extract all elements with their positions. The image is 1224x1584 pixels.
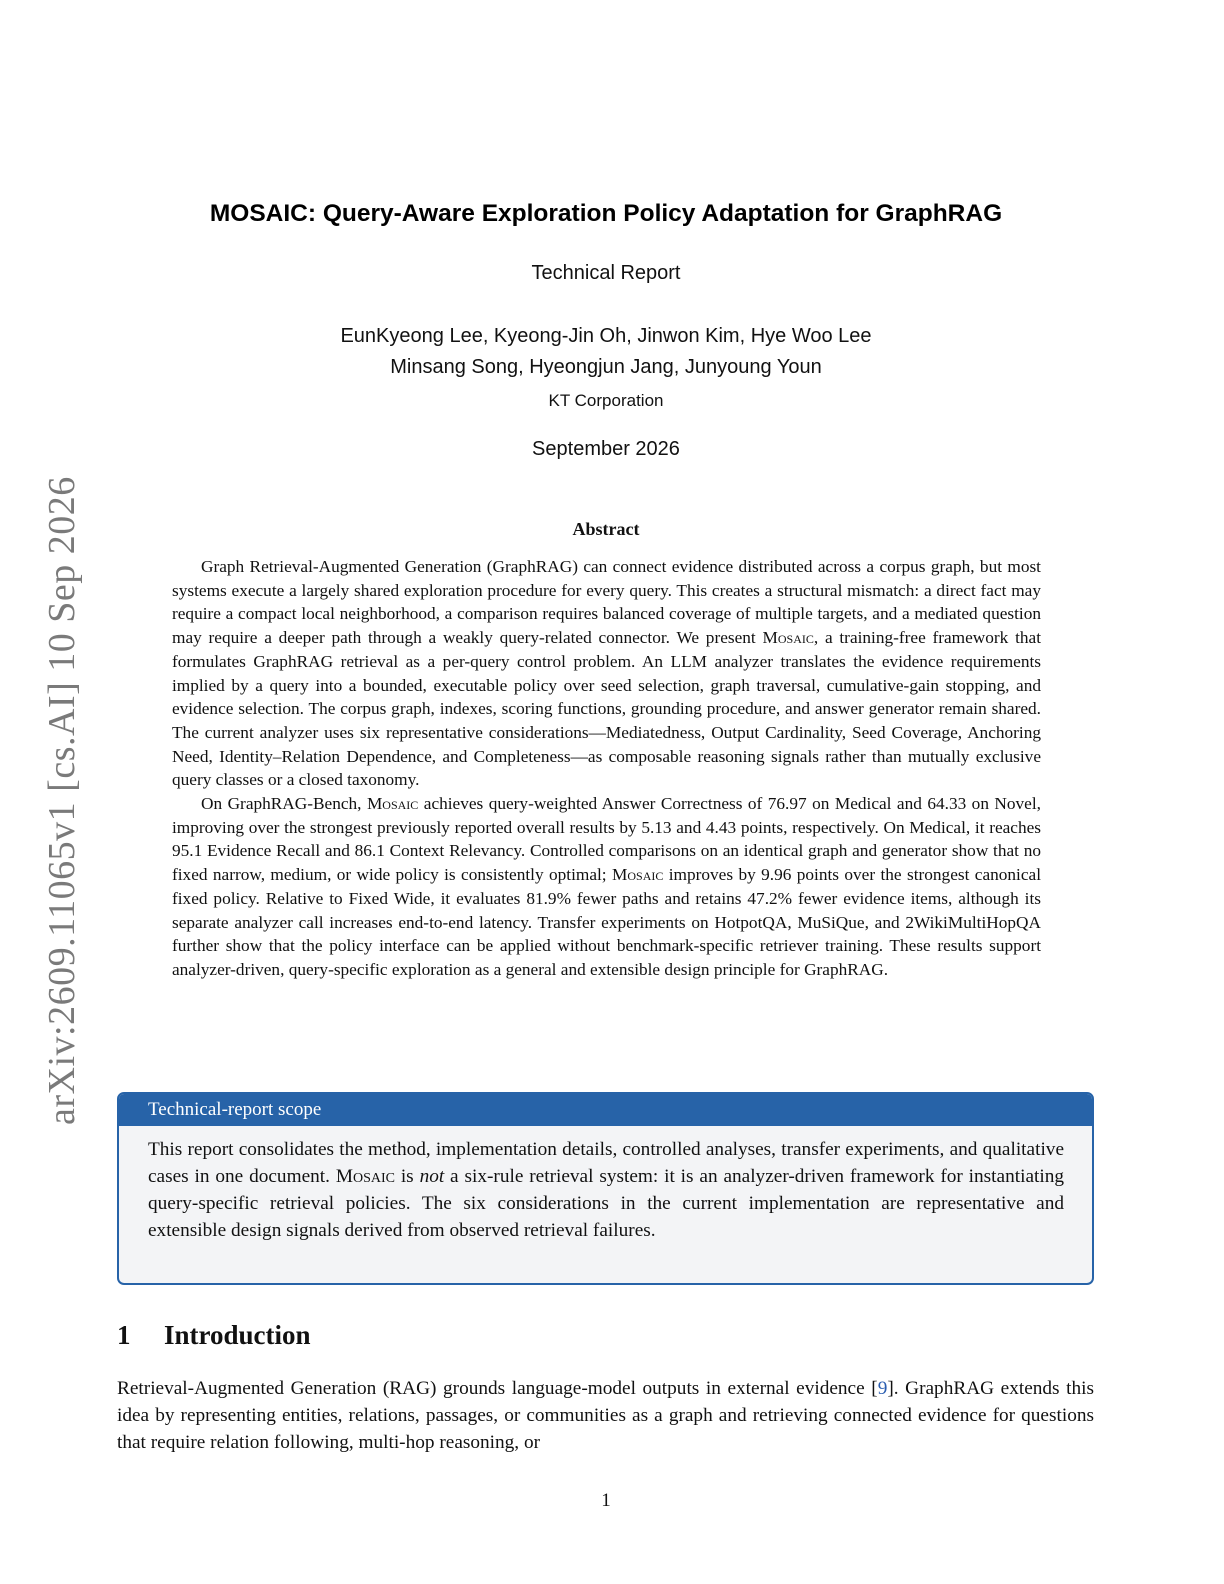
arxiv-identifier-stamp: arXiv:2609.11065v1 [cs.AI] 10 Sep 2026 [41, 476, 83, 1125]
publication-date: September 2026 [532, 438, 680, 460]
paper-title: MOSAIC: Query-Aware Exploration Policy Adaptation for GraphRAG [209, 200, 1003, 227]
method-name: Mosaic [762, 628, 814, 648]
method-name: Mosaic [366, 794, 419, 814]
technical-report-scope-box [117, 1092, 1094, 1285]
page-number: 1 [601, 1490, 611, 1511]
author-line-1: EunKyeong Lee, Kyeong-Jin Oh, Jinwon Kim, Hye Woo Lee [340, 325, 872, 347]
citation-link[interactable]: 9 [877, 1378, 888, 1399]
introduction-paragraph: Retrieval-Augmented Generation (RAG) grounds language-model outputs in external evidence [9]. GraphRAG extends this idea by representing entities, relations, passages, or communities as a graph and retrieving connected evidence for questions that require relation following, multi-hop reasoning, or [117, 1378, 1094, 1453]
section-heading-introduction [117, 1320, 311, 1351]
abstract-body [172, 555, 1041, 982]
method-name: Mosaic [335, 1166, 395, 1187]
section-title: Introduction [164, 1320, 311, 1350]
section-number: 1 [117, 1320, 131, 1350]
scope-box-heading: Technical-report scope [119, 1094, 1092, 1126]
emphasis-not: not [419, 1166, 445, 1187]
abstract-paragraph-1: Graph Retrieval-Augmented Generation (GraphRAG) can connect evidence distributed across a corpus graph, but most systems execute a largely shared exploration procedure for every query. This creates a structural mismatch: a direct fact may require a compact local neighborhood, a comparison requires balanced coverage of multiple targets, and a mediated question may require a deeper path through a weakly query-related connector. We present Mosaic, a training-free framework that formulates GraphRAG retrieval as a per-query control problem. An LLM analyzer translates the evidence requirements implied by a query into a bounded, executable policy over seed selection, graph traversal, cumulative-gain stopping, and evidence selection. The corpus graph, indexes, scoring functions, grounding procedure, and answer generator remain shared. The current analyzer uses six representative considerations—Mediatedness, Output Cardinality, Seed Coverage, Anchoring Need, Identity–Relation Dependence, and Completeness—as composable reasoning signals rather than mutually exclusive query classes or a closed taxonomy. [172, 557, 1041, 790]
affiliation: KT Corporation [548, 391, 664, 410]
report-type: Technical Report [531, 262, 681, 284]
scope-box-body: This report consolidates the method, implementation details, controlled analyses, transfer experiments, and qualitative cases in one document. Mosaic is not a six-rule retrieval system: it is an analyzer-driven framework for instantiating query-specific retrieval policies. The six considerations in the current implementation are representative and extensible design signals derived from observed retrieval failures. [148, 1139, 1064, 1241]
abstract-paragraph-2: On GraphRAG-Bench, Mosaic achieves query-weighted Answer Correctness of 76.97 on Medical and 64.33 on Novel, improving over the strongest previously reported overall results by 5.13 and 4.43 points, respectively. On Medical, it reaches 95.1 Evidence Recall and 86.1 Context Relevancy. Controlled comparisons on an identical graph and generator show that no fixed narrow, medium, or wide policy is consistently optimal; Mosaic improves by 9.96 points over the strongest canonical fixed policy. Relative to Fixed Wide, it evaluates 81.9% fewer paths and retains 47.2% fewer evidence items, although its separate analyzer call increases end-to-end latency. Transfer experiments on HotpotQA, MuSiQue, and 2WikiMultiHopQA further show that the policy interface can be applied without benchmark-specific retriever training. These results support analyzer-driven, query-specific exploration as a general and extensible design principle for GraphRAG. [172, 794, 1041, 979]
author-line-2: Minsang Song, Hyeongjun Jang, Junyoung Youn [390, 356, 822, 378]
author-list [0, 321, 1212, 383]
method-name: Mosaic [611, 865, 664, 885]
abstract-heading: Abstract [572, 519, 640, 539]
